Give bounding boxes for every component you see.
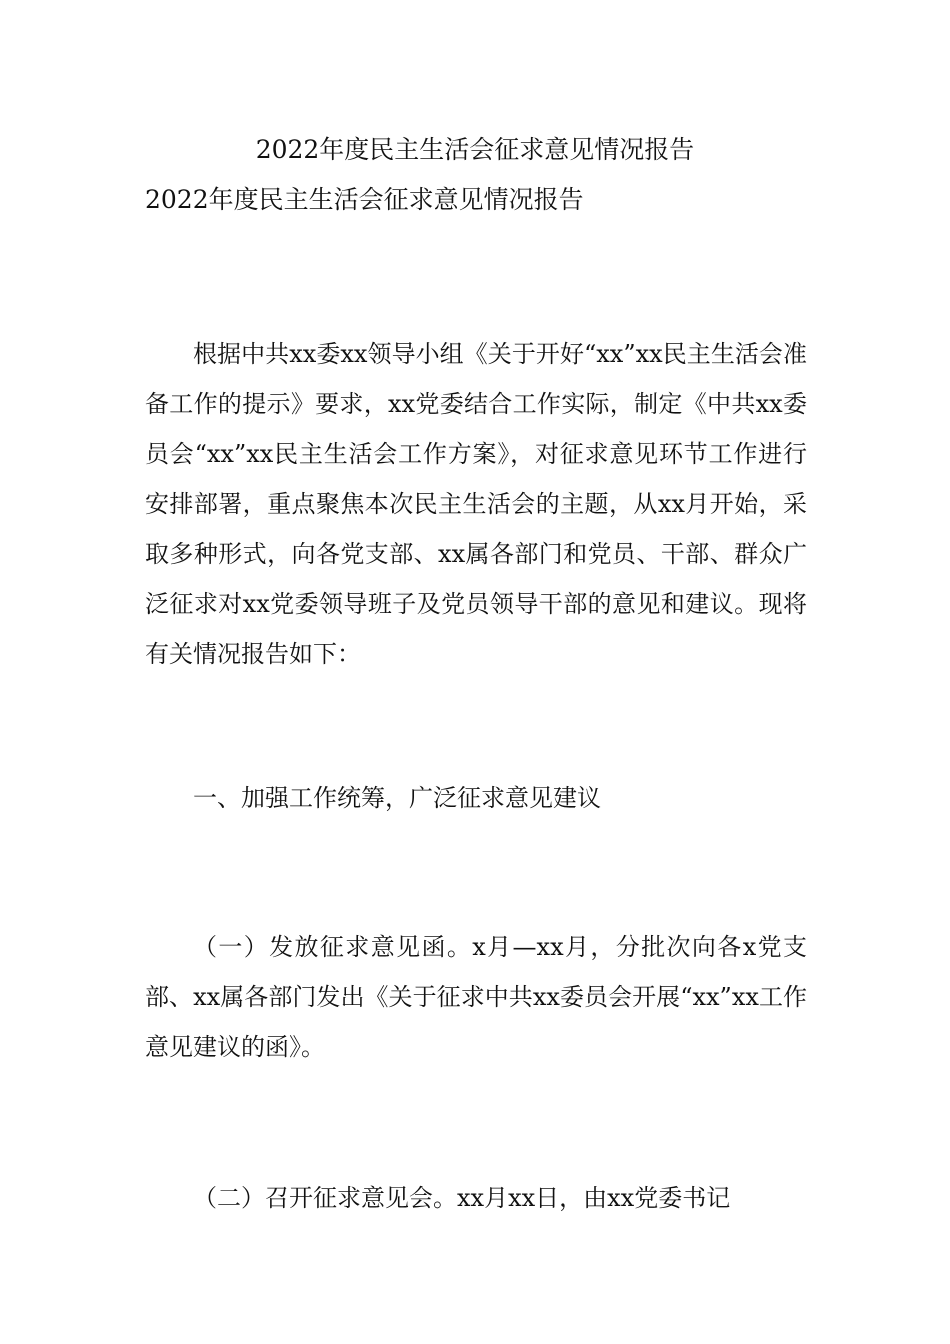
intro-paragraph: 根据中共xx委xx领导小组《关于开好“xx”xx民主生活会准备工作的提示》要求，xx党委结合工作实际，制定《中共xx委员会“xx”xx民主生活会工作方案》，对征求意见环节工作进行安排部署，重点聚焦本次民主生活会的主题，从xx月开始，采取多种形式，向各党支部、xx属各部门和党员、干部、群众广泛征求对xx党委领导班子及党员领导干部的意见和建议。现将有关情况报告如下： <box>145 340 807 668</box>
subsection-paragraph-2: （二）召开征求意见会。xx月xx日，由xx党委书记 <box>193 1184 731 1212</box>
section-heading-1: 一、加强工作统筹，广泛征求意见建议 <box>193 784 601 812</box>
subsection-paragraph-1: （一）发放征求意见函。x月—xx月，分批次向各x党支部、xx属各部门发出《关于征求中共xx委员会开展“xx”xx工作意见建议的函》。 <box>145 933 807 1061</box>
document-title-centered: 2022年度民主生活会征求意见情况报告 <box>255 135 695 164</box>
document-title-repeated: 2022年度民主生活会征求意见情况报告 <box>145 185 584 214</box>
